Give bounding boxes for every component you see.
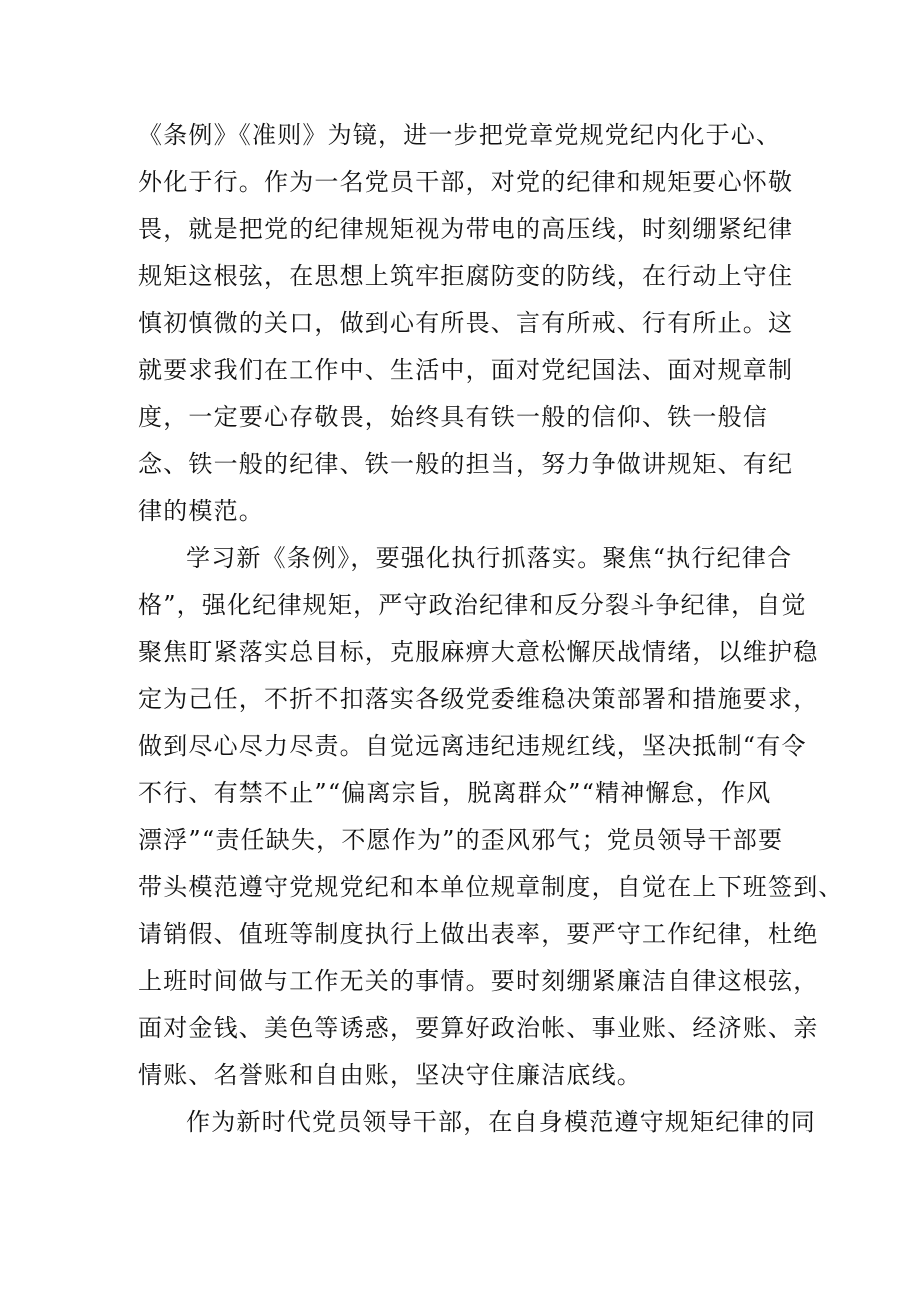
text-line: 畏，就是把党的纪律规矩视为带电的高压线，时刻绷紧纪律 <box>138 215 794 243</box>
text-line: 就要求我们在工作中、生活中，面对党纪国法、面对规章制 <box>138 356 794 384</box>
text-line: 请销假、值班等制度执行上做出表率，要严守工作纪律，杜绝 <box>138 920 819 948</box>
text-line: 聚焦盯紧落实总目标，克服麻痹大意松懈厌战情绪，以维护稳 <box>138 638 819 666</box>
text-line: 慎初慎微的关口，做到心有所畏、言有所戒、行有所止。这 <box>138 309 794 337</box>
body-text <box>138 112 844 1146</box>
text-line: 情账、名誉账和自由账，坚决守住廉洁底线。 <box>138 1061 642 1089</box>
text-line: 律的模范。 <box>138 497 264 525</box>
text-line: 外化于行。作为一名党员干部，对党的纪律和规矩要心怀敬 <box>138 168 794 196</box>
paragraph-first-line: 学习新《条例》，要强化执行抓落实。聚焦“执行纪律合 <box>186 544 793 572</box>
text-line: 《条例》《准则》为镜，进一步把党章党规党纪内化于心、 <box>138 121 782 149</box>
paragraph-first-line: 作为新时代党员领导干部，在自身模范遵守规矩纪律的同 <box>186 1108 816 1136</box>
text-line: 定为己任，不折不扣落实各级党委维稳决策部署和措施要求， <box>138 685 819 713</box>
text-line: 念、铁一般的纪律、铁一般的担当，努力争做讲规矩、有纪 <box>138 450 794 478</box>
text-line: 带头模范遵守党规党纪和本单位规章制度，自觉在上下班签到、 <box>138 873 844 901</box>
text-line: 规矩这根弦，在思想上筑牢拒腐防变的防线，在行动上守住 <box>138 262 794 290</box>
text-line: 面对金钱、美色等诱惑，要算好政治帐、事业账、经济账、亲 <box>138 1014 819 1042</box>
text-line: 格”，强化纪律规矩，严守政治纪律和反分裂斗争纪律，自觉 <box>138 591 807 619</box>
text-line: 做到尽心尽力尽责。自觉远离违纪违规红线，坚决抵制“有令 <box>138 732 807 760</box>
text-line: 不行、有禁不止”“偏离宗旨，脱离群众”“精神懈怠，作风 <box>138 779 772 807</box>
text-line: 上班时间做与工作无关的事情。要时刻绷紧廉洁自律这根弦， <box>138 967 819 995</box>
text-line: 度，一定要心存敬畏，始终具有铁一般的信仰、铁一般信 <box>138 403 768 431</box>
text-line: 漂浮”“责任缺失，不愿作为”的歪风邪气；党员领导干部要 <box>138 826 784 854</box>
